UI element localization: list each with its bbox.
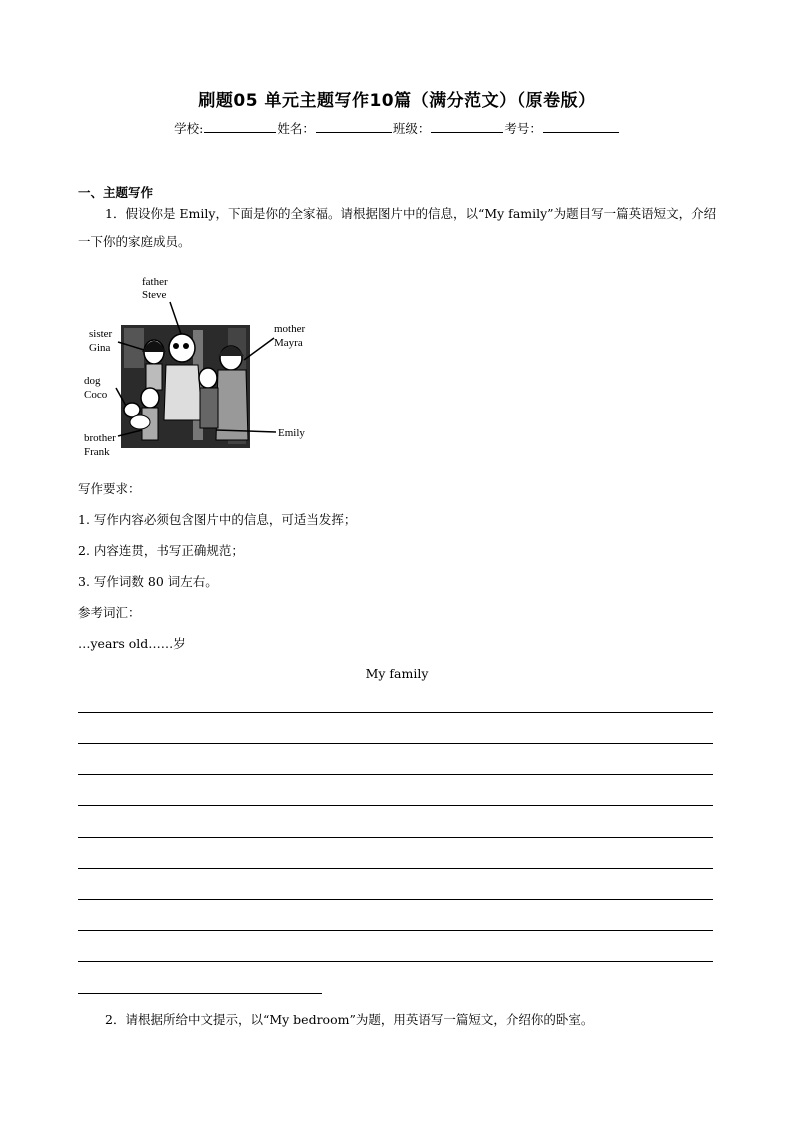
vocab-text: …years old……岁: [78, 636, 186, 651]
label-brother-name: Frank: [84, 446, 110, 458]
name-blank[interactable]: [316, 119, 392, 133]
label-emily: Emily: [278, 427, 305, 439]
requirements-heading: 写作要求：: [78, 481, 141, 496]
requirement-item: 1. 写作内容必须包含图片中的信息，可适当发挥；: [78, 512, 357, 527]
student-info-line: [0, 119, 794, 137]
exam-no-blank[interactable]: [543, 119, 619, 133]
school-label: 学校:: [174, 121, 204, 136]
writing-line[interactable]: [78, 743, 713, 744]
writing-line[interactable]: [78, 774, 713, 775]
label-mother: mother: [274, 323, 306, 335]
section-heading: 一、主题写作: [78, 185, 154, 200]
exam-no-label: 考号：: [504, 121, 542, 136]
writing-line[interactable]: [78, 712, 713, 713]
class-blank[interactable]: [431, 119, 503, 133]
label-dog: dog: [84, 375, 101, 387]
school-blank[interactable]: [204, 119, 276, 133]
label-mother-name: Mayra: [274, 337, 303, 349]
label-father: father: [142, 276, 168, 288]
vocab-heading: 参考词汇：: [78, 605, 141, 620]
family-figure: [78, 270, 318, 465]
writing-line[interactable]: [78, 930, 713, 931]
name-label: 姓名：: [277, 121, 315, 136]
essay-title: My family: [365, 666, 429, 681]
footnote-divider: [78, 993, 322, 994]
label-dog-name: Coco: [84, 389, 108, 401]
question-2-prompt: 2．请根据所给中文提示，以“My bedroom”为题，用英语写一篇短文，介绍你的卧室。: [105, 1012, 594, 1027]
writing-line[interactable]: [78, 837, 713, 838]
writing-line[interactable]: [78, 961, 713, 962]
label-brother: brother: [84, 432, 116, 444]
label-sister-name: Gina: [89, 342, 111, 354]
class-label: 班级：: [392, 121, 431, 136]
requirement-item: 3. 写作词数 80 词左右。: [78, 574, 218, 589]
writing-line[interactable]: [78, 868, 713, 869]
page-title: 刷题05 单元主题写作10篇（满分范文）（原卷版）: [198, 91, 596, 111]
family-illustration: [78, 270, 318, 465]
requirement-item: 2. 内容连贯，书写正确规范；: [78, 543, 244, 558]
writing-line[interactable]: [78, 899, 713, 900]
writing-line[interactable]: [78, 805, 713, 806]
label-father-name: Steve: [142, 289, 167, 301]
label-sister: sister: [89, 328, 113, 340]
question-1-prompt: 1．假设你是 Emily，下面是你的全家福。请根据图片中的信息，以“My family”为题目写一篇英语短文，介绍一下你的家庭成员。: [78, 206, 717, 249]
